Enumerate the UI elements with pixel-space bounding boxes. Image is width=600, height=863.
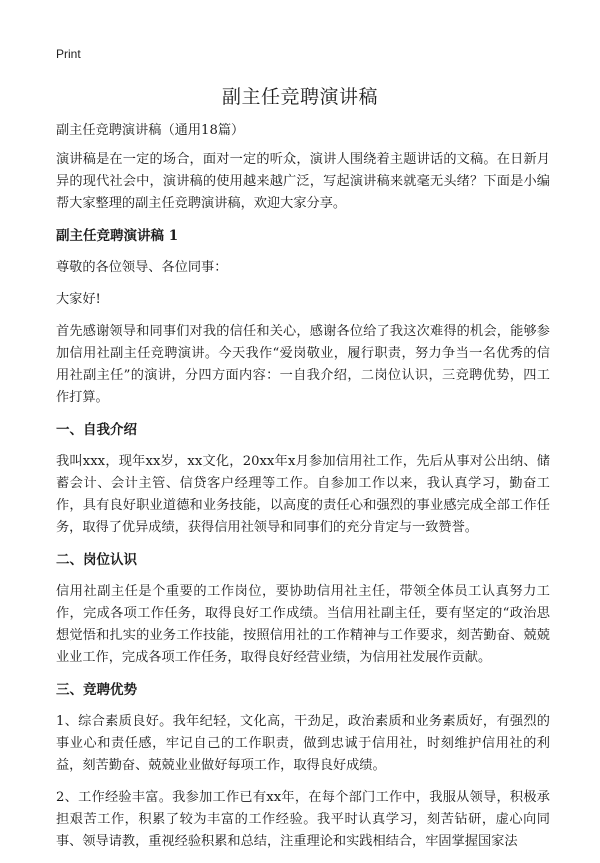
hello-paragraph: 大家好! [56, 292, 101, 307]
document-body [56, 120, 550, 863]
greeting-paragraph: 尊敬的各位领导、各位同事： [56, 260, 228, 275]
intro-paragraph: 演讲稿是在一定的场合，面对一定的听众，演讲人围绕着主题讲话的文稿。在日新月异的现代社会中，演讲稿的使用越来越广泛，写起演讲稿来就毫无头绪？下面是小编帮大家整理的副主任竞聘演讲稿，欢迎大家分享。 [56, 152, 550, 211]
self-intro-paragraph: 我叫xxx，现年xx岁，xx文化，20xx年x月参加信用社工作，先后从事对公出纳、储蓄会计、会计主管、信贷客户经理等工作。自参加工作以来，我认真学习，勤奋工作，具有良好职业道德和业务技能，以高度的责任心和强烈的事业感完成全部工作任务，取得了优异成绩，获得信用社领导和同事们的充分肯定与一致赞誉。 [56, 454, 550, 535]
advantage-item-2: 2、工作经验丰富。我参加工作已有xx年，在每个部门工作中，我服从领导，积极承担艰苦工作，积累了较为丰富的工作经验。我平时认真学习，刻苦钻研，虚心向同事、领导请教，重视经验积累和总结，注重理论和实践相结合，牢固掌握国家法 [56, 790, 550, 849]
document-subtitle: 副主任竞聘演讲稿（通用18篇） [56, 123, 245, 138]
section-heading-self-intro: 一、自我介绍 [56, 422, 137, 438]
advantage-item-1: 1、综合素质良好。我年纪轻，文化高，干劲足，政治素质和业务素质好，有强烈的事业心和责任感，牢记自己的工作职责，做到忠诚于信用社，时刻维护信用社的利益，刻苦勤奋、兢兢业业做好每项工作，取得良好成绩。 [56, 714, 550, 773]
opening-paragraph: 首先感谢领导和同事们对我的信任和关心，感谢各位给了我这次难得的机会，能够参加信用社副主任竞聘演讲。今天我作“爱岗敬业，履行职责，努力争当一名优秀的信用社副主任”的演讲，分四方面内容：一自我介绍，二岗位认识，三竞聘优势，四工作打算。 [56, 324, 550, 405]
section-heading-position: 二、岗位认识 [56, 552, 137, 568]
print-link[interactable]: Print [56, 47, 81, 61]
page-title: 副主任竞聘演讲稿 [221, 86, 378, 108]
section-heading-advantages: 三、竞聘优势 [56, 682, 137, 698]
position-paragraph: 信用社副主任是个重要的工作岗位，要协助信用社主任，带领全体员工认真努力工作，完成各项工作任务，取得良好工作成绩。当信用社副主任，要有坚定的“政治思想觉悟和扎实的业务工作技能，按照信用社的工作精神与工作要求，刻苦勤奋、兢兢业业工作，完成各项工作任务，取得良好经营业绩，为信用社发展作贡献。 [56, 584, 550, 665]
article-heading: 副主任竞聘演讲稿 1 [56, 228, 179, 244]
